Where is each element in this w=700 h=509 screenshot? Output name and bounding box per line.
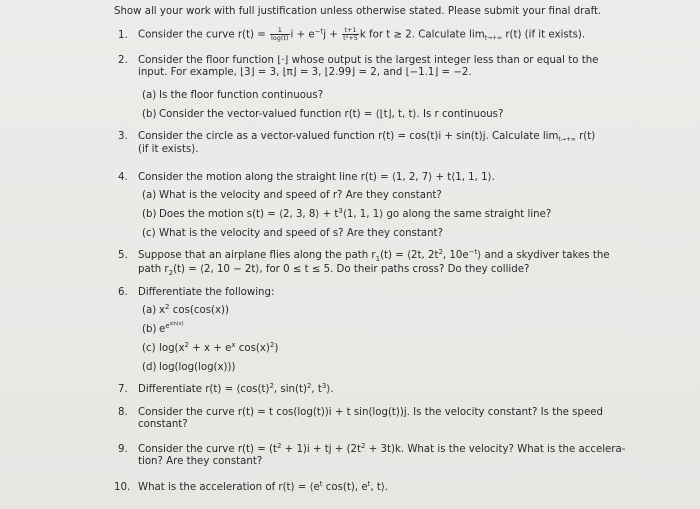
- question-6a: (a) $x^2$ cos(cos(x)): [142, 303, 229, 316]
- question-2b: (b) Consider the vector-valued function r(t) = ⟨⌊t⌋, t, t⟩. Is r continuous?: [142, 109, 504, 120]
- question-6c: (c) $\log(x^2 + x + e^x$ $\cos(x)^2$): [142, 341, 279, 354]
- question-2a: (a) Is the floor function continuous?: [142, 90, 324, 101]
- question-6b: (b) $e^{e^{sin(x)}}$: [142, 321, 184, 335]
- question-number: 9.: [118, 444, 128, 455]
- question-number: 10.: [114, 482, 131, 493]
- question-9: 9. Consider the curve $r(t) = (t^2 + 1)i$ + tj + $(2t^2 + 3t)k$. What is the velocity? What is the accelera- tion? Are they constant?: [118, 442, 626, 467]
- question-number: 6.: [118, 287, 128, 298]
- question-number: 7.: [118, 384, 128, 395]
- question-3: 3. Consider the circle as a vector-valued function r(t) = cos(t)i + sin(t)j. Calculate limt→+∞ r(t) (if it exists).: [118, 131, 596, 155]
- question-number: 1.: [118, 29, 128, 41]
- instructions: Show all your work with full justification unless otherwise stated. Please submit your final draft.: [114, 6, 602, 17]
- question-2: 2. Consider the floor function ⌊·⌋ whose output is the largest integer less than or equal to the input. For example, ⌊3⌋ = 3, ⌊π⌋ = 3, ⌊2.99⌋ = 2, and ⌊−1.1⌋ = −2.: [118, 55, 599, 78]
- question-4a: (a) What is the velocity and speed of r? Are they constant?: [142, 190, 442, 201]
- question-number: 4.: [118, 172, 128, 183]
- question-4: 4. Consider the motion along the straight line r(t) = ⟨1, 2, 7⟩ + t⟨1, 1, 1⟩.: [118, 172, 495, 183]
- question-number: 3.: [118, 131, 128, 142]
- question-4b: (b) Does the motion s(t) = ⟨2, 3, 8⟩ + $t^3⟨1$, 1, 1⟩ go along the same straight line?: [142, 207, 552, 220]
- question-7: 7. Differentiate $r(t) = ⟨\cos(t)^2$, $\sin(t)^2$, $t^3⟩$.: [118, 382, 334, 395]
- question-6: 6. Differentiate the following:: [118, 287, 275, 298]
- question-number: 5.: [118, 250, 128, 261]
- fraction: $\frac{t+1}{\text{t²+5}}$: [343, 26, 358, 42]
- question-10: 10. What is the acceleration of $r(t) = ⟨e^t$ cos(t), $e^t$, t⟩.: [114, 480, 389, 493]
- question-1: 1. Consider the curve r(t) = $\frac{1}{\log(t)}$ $i + e^{-t}j$ + $\frac{t+1}{\text{t²+5}}$ k for t ≥ 2. Calculate limt→+∞ r(t) (if it exists).: [118, 26, 586, 42]
- question-4c: (c) What is the velocity and speed of s? Are they constant?: [142, 228, 443, 239]
- question-6d: (d) log(log(log(x))): [142, 362, 236, 373]
- question-number: 8.: [118, 407, 128, 418]
- question-number: 2.: [118, 55, 128, 66]
- question-8: 8. Consider the curve r(t) = t cos(log(t))i + t sin(log(t))j. Is the velocity constant? Is the speed constant?: [118, 407, 603, 430]
- question-5: 5. Suppose that an airplane flies along the path $r_1(t)$ = ⟨2t, $2t^2$, $10e^{-t}⟩$ and a skydiver takes the path $r_2(t)$ = ⟨2, 10 − 2t⟩, for 0 ≤ t ≤ 5. Do their paths cross? Do they collide?: [118, 248, 610, 278]
- fraction: $\frac{1}{\log(t)}$: [271, 26, 289, 42]
